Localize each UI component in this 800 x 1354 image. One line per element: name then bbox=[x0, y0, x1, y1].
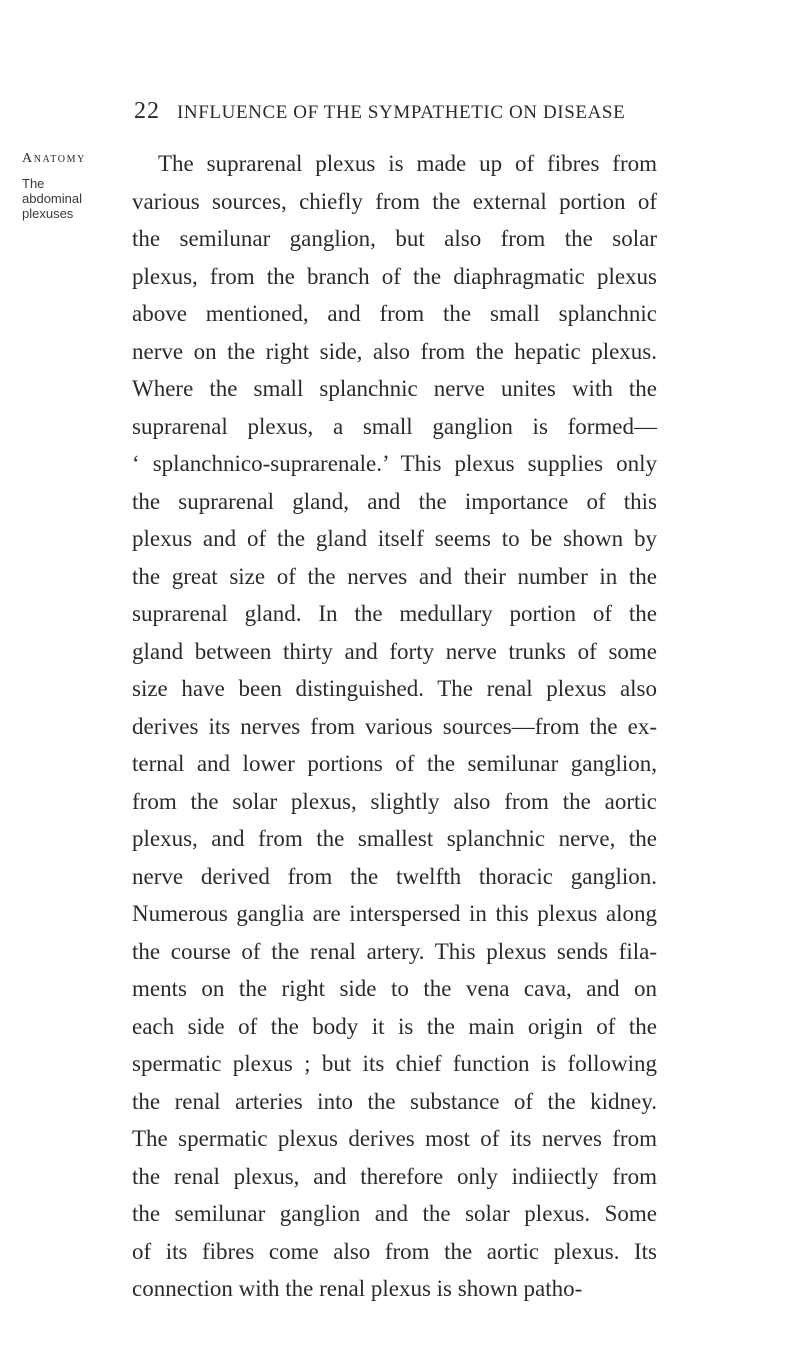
text-line: suprarenal gland. In the medullary portion of the bbox=[132, 601, 657, 626]
side-note-line: The bbox=[22, 176, 45, 191]
text-line: the course of the renal artery. This plexus sends fila- bbox=[132, 938, 657, 964]
text-line: Where the small splanchnic nerve unites with the bbox=[132, 376, 657, 401]
text-line: plexus, from the branch of the diaphragmatic plexus bbox=[132, 263, 657, 289]
text-line: various sources, chiefly from the external portion of bbox=[132, 188, 657, 214]
text-line: from the solar plexus, slightly also from the aortic bbox=[132, 788, 657, 814]
margin-notes bbox=[22, 150, 107, 221]
text-line: suprarenal plexus, a small ganglion is formed— bbox=[132, 413, 657, 439]
running-header bbox=[0, 98, 800, 128]
text-line: nerve derived from the twelfth thoracic ganglion. bbox=[132, 863, 657, 889]
text-line: plexus and of the gland itself seems to be shown by bbox=[132, 526, 657, 551]
text-line: the great size of the nerves and their number in the bbox=[132, 563, 657, 589]
text-line: The suprarenal plexus is made up of fibres from bbox=[158, 151, 657, 176]
text-line: nerve on the right side, also from the hepatic plexus. bbox=[132, 338, 657, 364]
side-note-line: abdominal bbox=[22, 191, 82, 206]
text-line: each side of the body it is the main origin of the bbox=[132, 1013, 657, 1039]
section-label: Anatomy bbox=[22, 151, 86, 166]
text-line: derives its nerves from various sources—from the ex- bbox=[132, 713, 657, 739]
text-line: gland between thirty and forty nerve trunks of some bbox=[132, 638, 657, 664]
text-line: connection with the renal plexus is shown patho- bbox=[132, 1276, 583, 1301]
text-line: size have been distinguished. The renal plexus also bbox=[132, 676, 657, 701]
text-line: ments on the right side to the vena cava, and on bbox=[132, 976, 657, 1001]
side-note bbox=[22, 176, 107, 221]
text-line: spermatic plexus ; but its chief function is following bbox=[132, 1051, 657, 1076]
text-line: ‘ splanchnico-suprarenale.’ This plexus supplies only bbox=[132, 451, 657, 476]
page-number: 22 bbox=[134, 98, 160, 124]
text-line: the renal plexus, and therefore only indiiectly from bbox=[132, 1163, 657, 1189]
running-title: INFLUENCE OF THE SYMPATHETIC ON DISEASE bbox=[177, 102, 626, 123]
text-line: above mentioned, and from the small splanchnic bbox=[132, 301, 657, 326]
body-text bbox=[132, 145, 657, 1308]
text-line: the semilunar ganglion and the solar plexus. Some bbox=[132, 1201, 657, 1226]
text-line: of its fibres come also from the aortic plexus. Its bbox=[132, 1238, 657, 1264]
text-line: The spermatic plexus derives most of its nerves from bbox=[132, 1126, 657, 1151]
text-line: the renal arteries into the substance of the kidney. bbox=[132, 1088, 657, 1114]
text-line: Numerous ganglia are interspersed in this plexus along bbox=[132, 901, 657, 926]
text-line: the semilunar ganglion, but also from the solar bbox=[132, 226, 657, 251]
text-line: the suprarenal gland, and the importance of this bbox=[132, 488, 657, 514]
text-line: ternal and lower portions of the semilunar ganglion, bbox=[132, 751, 657, 776]
side-note-line: plexuses bbox=[22, 206, 74, 221]
text-line: plexus, and from the smallest splanchnic nerve, the bbox=[132, 826, 657, 851]
